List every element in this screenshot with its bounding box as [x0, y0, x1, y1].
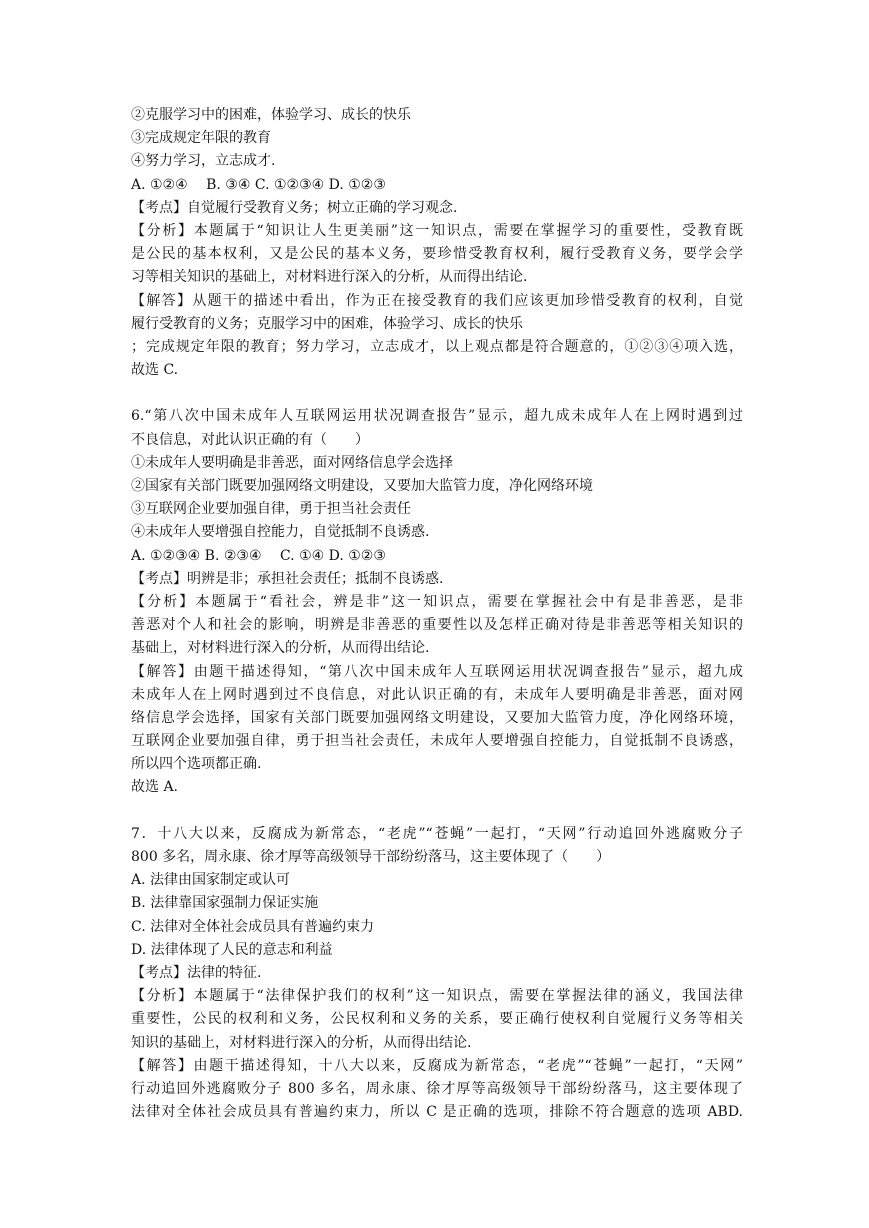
q7-stem-line-2: 800 多名，周永康、徐才厚等高级领导干部纷纷落马，这主要体现了（ ）	[131, 849, 611, 865]
q7-jieda-line-1: 【解答】由题干描述得知，十八大以来，反腐成为新常态，“老虎”“苍蝇”一起打，“天网”	[131, 1057, 743, 1074]
q5-item-4: ④努力学习，立志成才.	[131, 153, 276, 170]
q6-item-4: ④未成年人要增强自控能力，自觉抵制不良诱惑.	[131, 524, 430, 541]
q6-kaodian: 【考点】明辨是非；承担社会责任；抵制不良诱惑.	[131, 570, 444, 587]
q6-fenxi-line-3: 基础上，对材料进行深入的分析，从而得出结论.	[131, 640, 430, 657]
q6-item-1: ①未成年人要明确是非善恶，面对网络信息学会选择	[131, 454, 453, 471]
q6-stem-line-1: 6.“第八次中国未成年人互联网运用状况调查报告”显示，超九成未成年人在上网时遇到过	[131, 408, 743, 425]
q5-fenxi-line-2: 是公民的基本权利，又是公民的基本义务，要珍惜受教育权利，履行受教育义务，要学会学	[131, 246, 743, 263]
q7-choice-d: D. 法律体现了人民的意志和利益	[131, 941, 333, 958]
document-body	[131, 104, 743, 1124]
q6-jieda-line-3: 络信息学会选择，国家有关部门既要加强网络文明建设，又要加大监管力度，净化网络环境，	[131, 709, 743, 726]
q6-jieda-line-6: 故选 A.	[131, 779, 179, 796]
q6-jieda-line-2: 未成年人在上网时遇到过不良信息，对此认识正确的有，未成年人要明确是非善恶，面对网	[131, 686, 743, 703]
q6-item-2: ②国家有关部门既要加强网络文明建设，又要加大监管力度，净化网络环境	[131, 478, 593, 494]
spacer	[131, 800, 743, 823]
q7-fenxi-line-2: 重要性，公民的权利和义务，公民权利和义务的关系，要正确行使权利自觉履行义务等相关	[131, 1011, 743, 1028]
q6-fenxi-line-1: 【分析】本题属于“看社会，辨是非”这一知识点，需要在掌握社会中有是非善恶，是非	[131, 593, 743, 610]
q7-fenxi-line-1: 【分析】本题属于“法律保护我们的权利”这一知识点，需要在掌握法律的涵义，我国法律	[131, 988, 743, 1005]
q5-fenxi-line-3: 习等相关知识的基础上，对材料进行深入的分析，从而得出结论.	[131, 269, 528, 286]
q7-jieda-line-3: 法律对全体社会成员具有普遍约束力，所以 C 是正确的选项，排除不符合题意的选项 ABD.	[131, 1104, 743, 1121]
q7-choice-c: C. 法律对全体社会成员具有普遍约束力	[131, 918, 375, 935]
q5-options: A. ①②④ B. ③④ C. ①②③④ D. ①②③	[131, 176, 386, 193]
q6-item-3: ③互联网企业要加强自律，勇于担当社会责任	[131, 501, 411, 518]
q5-item-3: ③完成规定年限的教育	[131, 130, 271, 147]
q5-kaodian: 【考点】自觉履行受教育义务；树立正确的学习观念.	[131, 199, 458, 216]
q5-item-2: ②克服学习中的困难，体验学习、成长的快乐	[131, 107, 411, 123]
q5-fenxi-line-1: 【分析】本题属于“知识让人生更美丽”这一知识点，需要在掌握学习的重要性，受教育既	[131, 222, 743, 239]
q5-jieda-line-1: 【解答】从题干的描述中看出，作为正在接受教育的我们应该更加珍惜受教育的权利，自觉	[131, 292, 743, 309]
q7-fenxi-line-3: 知识的基础上，对材料进行深入的分析，从而得出结论.	[131, 1034, 472, 1051]
q5-jieda-line-3: ；完成规定年限的教育；努力学习，立志成才，以上观点都是符合题意的，①②③④项入选，	[131, 338, 743, 355]
q5-jieda-line-2: 履行受教育的义务；克服学习中的困难，体验学习、成长的快乐	[131, 315, 523, 332]
q6-options: A. ①②③④ B. ②③④ C. ①④ D. ①②③	[131, 547, 386, 564]
q6-jieda-line-4: 互联网企业要加强自律，勇于担当社会责任，未成年人要增强自控能力，自觉抵制不良诱惑，	[131, 733, 743, 750]
q7-choice-a: A. 法律由国家制定或认可	[131, 872, 291, 889]
q7-jieda-line-2: 行动追回外逃腐败分子 800 多名，周永康、徐才厚等高级领导干部纷纷落马，这主要体现了	[131, 1080, 743, 1097]
q5-jieda-line-4: 故选 C.	[131, 362, 179, 379]
q7-stem-line-1: 7．十八大以来，反腐成为新常态，“老虎”“苍蝇”一起打，“天网”行动追回外逃腐败分子	[131, 825, 743, 842]
spacer	[131, 382, 743, 405]
q7-choice-b: B. 法律靠国家强制力保证实施	[131, 895, 319, 912]
q6-fenxi-line-2: 善恶对个人和社会的影响，明辨是非善恶的重要性以及怎样正确对待是非善恶等相关知识的	[131, 617, 743, 634]
q6-jieda-line-1: 【解答】由题干描述得知，“第八次中国未成年人互联网运用状况调查报告”显示，超九成	[131, 663, 743, 680]
q6-stem-line-2: 不良信息，对此认识正确的有（ ）	[131, 431, 369, 448]
q6-jieda-line-5: 所以四个选项都正确.	[131, 756, 262, 773]
q7-kaodian: 【考点】法律的特征.	[131, 964, 262, 981]
